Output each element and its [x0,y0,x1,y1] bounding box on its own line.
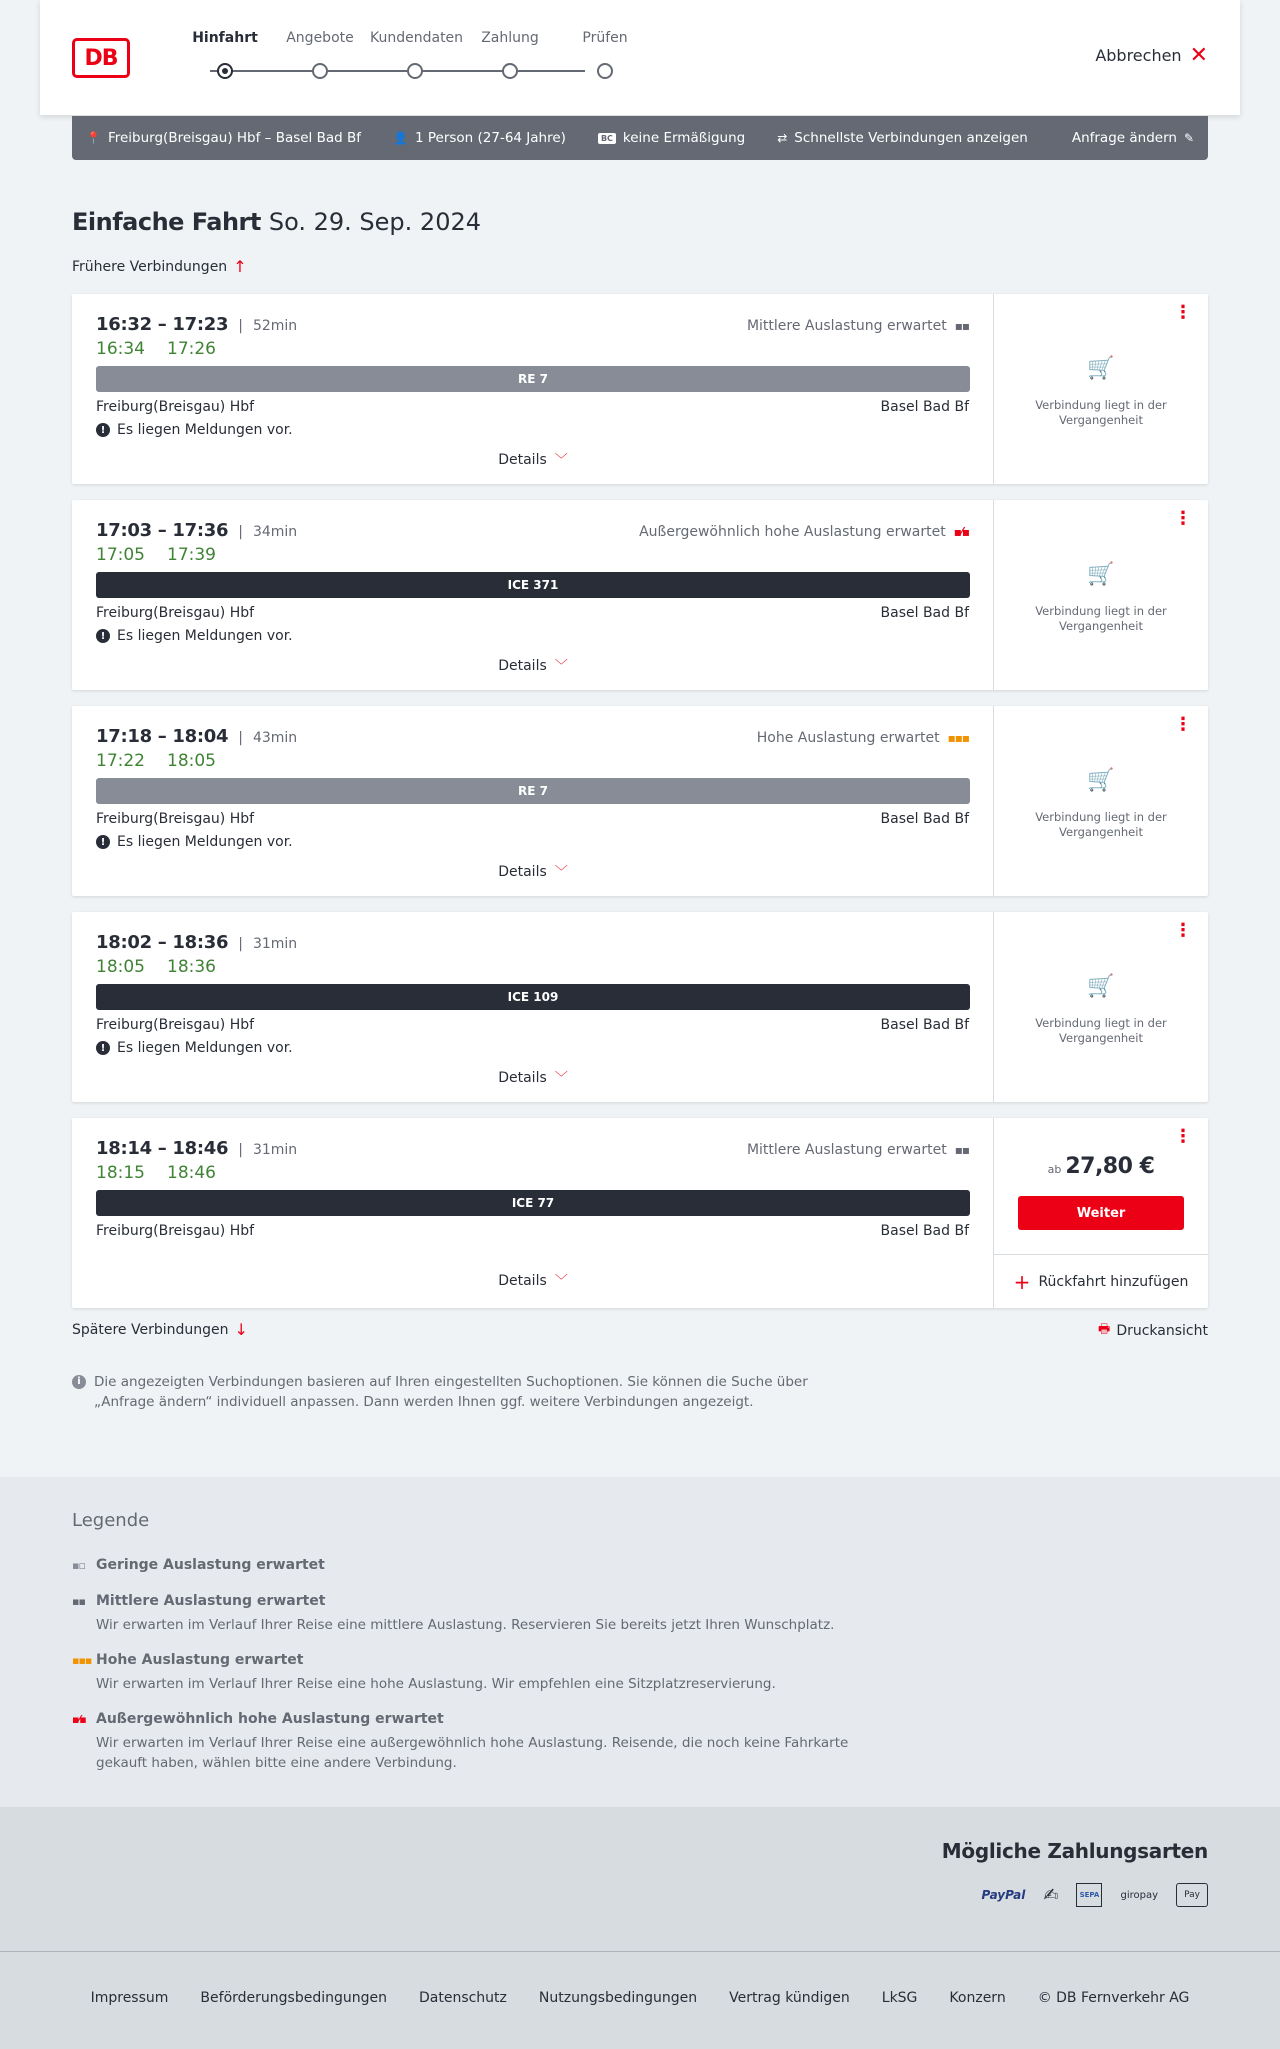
progress-line [210,70,585,72]
duration: 31min [252,1142,298,1158]
summary-discount: BC keine Ermäßigung [598,130,745,146]
destination-station: Basel Bad Bf [880,811,969,827]
connection-card [72,912,1208,1102]
scheduled-times: 18:14 – 18:46 [96,1138,229,1159]
step-dot [597,63,613,79]
close-icon: ✕ [1189,42,1208,68]
sepa-icon: SEPA [1076,1883,1102,1907]
load-indicator: Hohe Auslastung erwartet ▪▪▪ [756,730,969,746]
step-angebote: Angebote [275,30,365,52]
connection-card [72,294,1208,484]
payment-logos [982,1883,1208,1907]
printer-icon: 🖶 [1098,1322,1111,1337]
load-low-icon: ▪▫ [72,1558,85,1572]
realtime-times: 17:22 18:05 [96,751,216,771]
offer-panel [994,706,1208,896]
apple-pay-icon: Pay [1176,1883,1208,1907]
continue-button[interactable]: Weiter [1018,1196,1184,1230]
origin-station: Freiburg(Breisgau) Hbf [96,399,255,415]
load-exceptional-icon: ▪⁄▪ [72,1712,86,1726]
origin-station: Freiburg(Breisgau) Hbf [96,811,255,827]
messages-notice: ! Es liegen Meldungen vor. [96,628,293,644]
add-return-trip-button[interactable]: + Rückfahrt hinzufügen [994,1254,1208,1308]
load-high-icon: ▪▪▪ [72,1653,92,1667]
pencil-icon: ✎ [1183,131,1194,145]
chevron-down-icon: ﹀ [554,1274,568,1289]
scheduled-times: 18:02 – 18:36 [96,932,229,953]
duration: 31min [252,936,298,952]
realtime-times: 18:05 18:36 [96,957,216,977]
scheduled-times: 17:18 – 18:04 [96,726,229,747]
load-high-icon: ▪▪▪ [947,731,969,745]
train-bar[interactable]: RE 7 [96,366,970,392]
connection-main[interactable]: 17:03 – 17:36 | 34min 17:05 17:39 Außergewöhnlich hohe Auslastung erwartet ▪⁄▪ ICE 371 Freiburg(Breisgau) Hbf Basel Bad Bf ! Es liegen Meldungen vor. Details ﹀ [72,500,994,690]
exclamation-icon: ! [96,1041,110,1055]
past-connection-label: Verbindung liegt in der Vergangenheit [1035,1016,1167,1045]
details-toggle[interactable]: Details ﹀ [498,1070,568,1086]
messages-notice: ! Es liegen Meldungen vor. [96,422,293,438]
load-indicator: Außergewöhnlich hohe Auslastung erwartet ▪⁄▪ [639,524,969,540]
train-bar[interactable]: ICE 77 [96,1190,970,1216]
offer-panel [994,500,1208,690]
load-indicator: Mittlere Auslastung erwartet ▪▪ [746,1142,969,1158]
load-exceptional-icon: ▪⁄▪ [953,525,969,539]
cart-unavailable-icon: 🛒 [1087,562,1115,587]
details-toggle[interactable]: Details ﹀ [498,1273,568,1289]
footer-link-vertrag-kuendigen[interactable]: Vertrag kündigen [729,1989,850,2006]
step-dot [502,63,518,79]
realtime-times: 18:15 18:46 [96,1163,216,1183]
step-pruefen: Prüfen [560,30,650,52]
chevron-down-icon: ﹀ [554,659,568,674]
messages-notice: ! Es liegen Meldungen vor. [96,1040,293,1056]
train-bar[interactable]: RE 7 [96,778,970,804]
origin-station: Freiburg(Breisgau) Hbf [96,605,255,621]
past-connection-label: Verbindung liegt in der Vergangenheit [1035,398,1167,427]
exclamation-icon: ! [96,629,110,643]
swap-icon: ⇄ [777,131,788,145]
connection-main[interactable]: 17:18 – 18:04 | 43min 17:22 18:05 Hohe Auslastung erwartet ▪▪▪ RE 7 Freiburg(Breisgau) Hbf Basel Bad Bf ! Es liegen Meldungen vor. Details ﹀ [72,706,994,896]
cart-unavailable-icon: 🛒 [1087,974,1115,999]
location-pin-icon: 📍 [86,131,101,145]
offer-panel [994,912,1208,1102]
footer-link-datenschutz[interactable]: Datenschutz [418,1989,507,2006]
cart-unavailable-icon: 🛒 [1087,356,1115,381]
cancel-button[interactable] [1095,42,1208,68]
later-connections-link[interactable]: Spätere Verbindungen ↓ [72,1320,248,1339]
chevron-down-icon: ﹀ [554,865,568,880]
footer-link-befoerderungsbedingungen[interactable]: Beförderungsbedingungen [200,1989,387,2006]
connection-card [72,500,1208,690]
price-value: 27,80 € [1065,1154,1155,1179]
duration: 43min [252,730,298,746]
price-display: ab 27,80 € [1047,1154,1155,1179]
past-connection-label: Verbindung liegt in der Vergangenheit [1035,604,1167,633]
details-toggle[interactable]: Details ﹀ [498,452,568,468]
info-icon: i [72,1375,86,1389]
past-connection-label: Verbindung liegt in der Vergangenheit [1035,810,1167,839]
print-view-link[interactable]: 🖶 Druckansicht [1098,1320,1208,1342]
exclamation-icon: ! [96,835,110,849]
page-title: Einfache Fahrt So. 29. Sep. 2024 [72,208,481,236]
connection-main[interactable]: 16:32 – 17:23 | 52min 16:34 17:26 Mittlere Auslastung erwartet ▪▪ RE 7 Freiburg(Breisgau) Hbf Basel Bad Bf ! Es liegen Meldungen vor. Details ﹀ [72,294,994,484]
booking-progress [180,30,628,90]
legend-item: ▪⁄▪ Außergewöhnlich hohe Auslastung erwartet Wir erwarten im Verlauf Ihrer Reise eine außergewöhnlich hohe Auslastung. Reisende, die noch keine Fahrkarte gekauft haben, wählen bitte eine andere Verbindung. [72,1711,849,1771]
more-options-icon[interactable]: ⋮ [1174,920,1192,941]
step-kundendaten: Kundendaten [370,30,460,52]
cart-unavailable-icon: 🛒 [1087,768,1115,793]
load-medium-icon: ▪▪ [954,1143,969,1157]
more-options-icon[interactable]: ⋮ [1174,714,1192,735]
legend-section [0,1477,1280,1807]
db-logo[interactable]: DB [72,38,130,78]
destination-station: Basel Bad Bf [880,605,969,621]
footer-link-lksg[interactable]: LkSG [881,1989,918,2006]
realtime-times: 16:34 17:26 [96,339,216,359]
summary-route: 📍 Freiburg(Breisgau) Hbf – Basel Bad Bf [86,130,362,146]
footer-link-nutzungsbedingungen[interactable]: Nutzungsbedingungen [538,1989,698,2006]
payment-title: Mögliche Zahlungsarten [941,1839,1208,1863]
origin-station: Freiburg(Breisgau) Hbf [96,1017,255,1033]
scheduled-times: 17:03 – 17:36 [96,520,229,541]
step-dot [217,63,233,79]
offer-panel [994,294,1208,484]
messages-notice: ! Es liegen Meldungen vor. [96,834,293,850]
legend-item: ▪▪▪ Hohe Auslastung erwartet Wir erwarten im Verlauf Ihrer Reise eine hohe Auslastung. Wir empfehlen eine Sitzplatzreservierung. [72,1652,776,1692]
load-medium-icon: ▪▪ [954,319,969,333]
search-summary [72,116,1208,160]
train-bar[interactable]: ICE 109 [96,984,970,1010]
summary-passengers: 👤 1 Person (27-64 Jahre) [393,130,566,146]
duration: 34min [252,524,298,540]
arrow-down-icon: ↓ [234,1320,248,1339]
details-toggle[interactable]: Details ﹀ [498,658,568,674]
train-bar[interactable]: ICE 371 [96,572,970,598]
details-toggle[interactable]: Details ﹀ [498,864,568,880]
legend-item: ▪▪ Mittlere Auslastung erwartet Wir erwarten im Verlauf Ihrer Reise eine mittlere Auslastung. Reservieren Sie bereits jetzt Ihren Wunschplatz. [72,1593,835,1633]
step-dot [312,63,328,79]
paypal-icon: PayPal [981,1888,1026,1902]
footer-link-konzern[interactable]: Konzern [949,1989,1006,2006]
step-hinfahrt: Hinfahrt [180,30,270,52]
payment-methods-section [0,1807,1280,1952]
arrow-up-icon: ↑ [233,257,247,276]
load-medium-icon: ▪▪ [72,1594,85,1608]
connection-card [72,706,1208,896]
realtime-times: 17:05 17:39 [96,545,216,565]
summary-fastest: ⇄ Schnellste Verbindungen anzeigen [777,130,1028,146]
header [40,0,1240,115]
destination-station: Basel Bad Bf [880,1223,969,1239]
chevron-down-icon: ﹀ [554,453,568,468]
giropay-icon: giropay [1120,1889,1158,1901]
more-options-icon[interactable]: ⋮ [1174,302,1192,323]
origin-station: Freiburg(Breisgau) Hbf [96,1223,255,1239]
destination-station: Basel Bad Bf [880,1017,969,1033]
credit-card-hand-icon: ✍ [1043,1884,1059,1906]
connection-main[interactable]: 18:02 – 18:36 | 31min 18:05 18:36 ICE 109 Freiburg(Breisgau) Hbf Basel Bad Bf ! Es liegen Meldungen vor. Details ﹀ [72,912,994,1102]
legend-title: Legende [72,1510,150,1531]
destination-station: Basel Bad Bf [880,399,969,415]
more-options-icon[interactable]: ⋮ [1174,1126,1192,1147]
duration: 52min [252,318,298,334]
footer [0,1952,1280,2049]
info-note: i Die angezeigten Verbindungen basieren auf Ihren eingestellten Suchoptionen. Sie können die Suche über „Anfrage ändern“ individuell anpassen. Dann werden Ihnen ggf. weitere Verbindungen angezeigt. [72,1372,852,1412]
footer-link-impressum[interactable]: Impressum [90,1989,169,2006]
cancel-label: Abbrechen [1095,46,1182,65]
more-options-icon[interactable]: ⋮ [1174,508,1192,529]
person-icon: 👤 [393,131,408,145]
footer-copyright: © DB Fernverkehr AG [1037,1989,1190,2006]
connection-main[interactable]: 18:14 – 18:46 | 31min 18:15 18:46 Mittlere Auslastung erwartet ▪▪ ICE 77 Freiburg(Breisgau) Hbf Basel Bad Bf Details ﹀ [72,1118,994,1308]
chevron-down-icon: ﹀ [554,1071,568,1086]
load-indicator: Mittlere Auslastung erwartet ▪▪ [746,318,969,334]
earlier-connections-link[interactable]: Frühere Verbindungen ↑ [72,257,247,276]
plus-icon: + [1013,1269,1031,1294]
connection-card [72,1118,1208,1308]
step-dot [407,63,423,79]
exclamation-icon: ! [96,423,110,437]
change-request-button[interactable]: Anfrage ändern ✎ [1071,130,1194,146]
step-zahlung: Zahlung [465,30,555,52]
scheduled-times: 16:32 – 17:23 [96,314,229,335]
legend-item: ▪▫ Geringe Auslastung erwartet [72,1557,325,1573]
offer-panel [994,1118,1208,1308]
bahncard-icon: BC [598,133,616,144]
